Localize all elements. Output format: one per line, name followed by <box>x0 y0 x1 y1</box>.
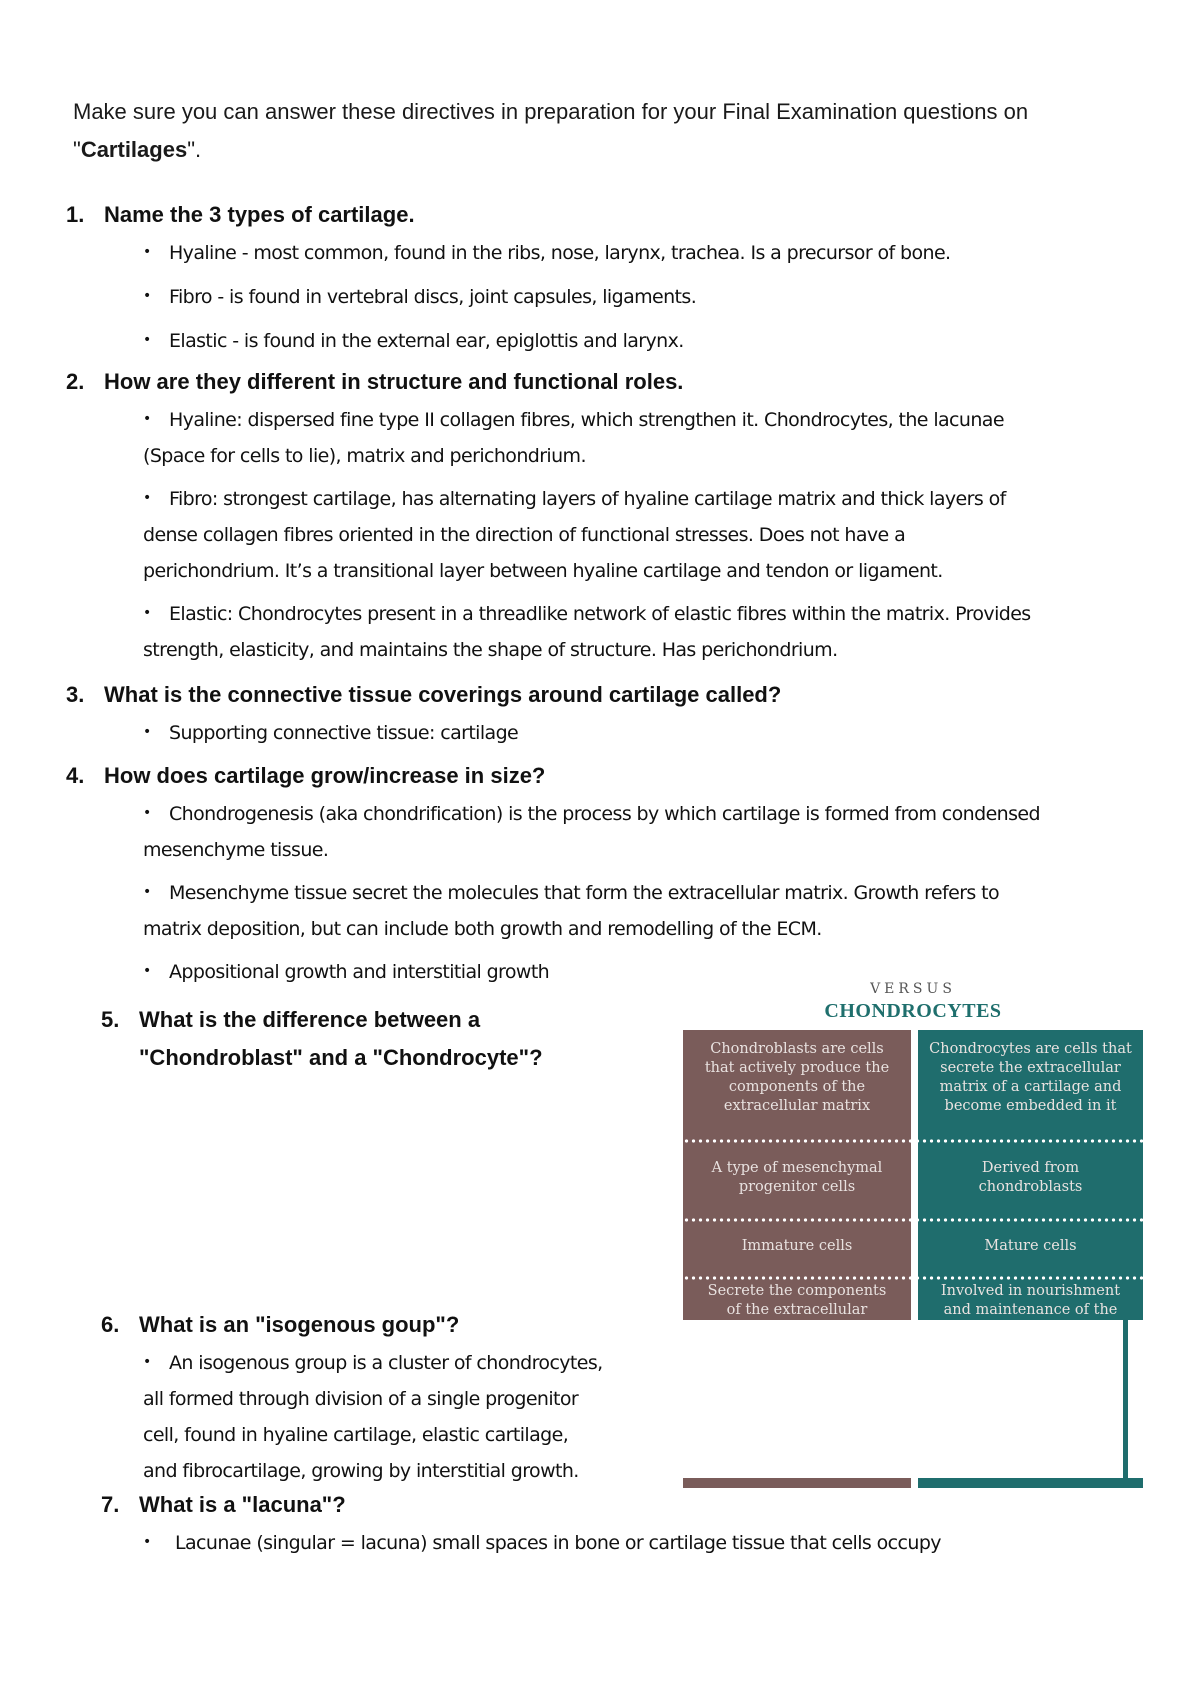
answer-text: Elastic: Chondrocytes present in a threadlike network of elastic fibres within the matrix. Provides <box>169 603 1031 625</box>
answer-continuation: all formed through division of a single progenitor <box>143 1388 579 1410</box>
question-text: How does cartilage grow/increase in size? <box>104 763 546 788</box>
cell-line: become embedded in it <box>944 1098 1117 1114</box>
intro-topic: Cartilages <box>80 137 188 162</box>
bullet-icon: • <box>143 244 151 260</box>
cell-line: Derived from <box>981 1160 1080 1176</box>
left-cell <box>683 1040 911 1120</box>
answer-text: Lacunae (singular = lacuna) small spaces in bone or cartilage tissue that cells occupy <box>175 1532 941 1554</box>
question-line: "Chondroblast" and a "Chondrocyte"? <box>139 1045 543 1070</box>
cell-line: chondroblasts <box>978 1179 1083 1195</box>
answer-continuation: perichondrium. It’s a transitional layer between hyaline cartilage and tendon or ligament. <box>143 560 943 582</box>
answer-item <box>143 1524 941 1561</box>
versus-title: CHONDROCYTES <box>824 1000 1002 1022</box>
answer-text: Appositional growth and interstitial growth <box>169 961 550 983</box>
question-number: 2. <box>66 369 85 394</box>
question-5 <box>101 1001 543 1077</box>
image-blank-area <box>918 1320 1123 1478</box>
answer-block-4 <box>143 795 1040 990</box>
image-blank-area <box>683 1320 911 1478</box>
chondroblast-column-bottom <box>683 1478 911 1488</box>
question-number: 4. <box>66 763 85 788</box>
bullet-icon: • <box>143 288 151 304</box>
left-cell <box>683 1282 911 1320</box>
cell-line: that actively produce the <box>704 1060 890 1076</box>
answer-continuation: dense collagen fibres oriented in the direction of functional stresses. Does not have a <box>143 524 906 546</box>
answer-continuation: mesenchyme tissue. <box>143 839 329 861</box>
answer-item <box>143 401 1031 438</box>
answer-block-2 <box>143 401 1031 668</box>
answer-item <box>143 714 518 751</box>
question-3 <box>66 680 781 710</box>
bullet-icon: • <box>143 605 151 621</box>
question-1 <box>66 200 415 230</box>
versus-header <box>683 980 1143 1030</box>
answer-block-7 <box>143 1524 941 1561</box>
answer-item <box>143 595 1031 632</box>
right-cell <box>918 1040 1143 1120</box>
cell-line: matrix of a cartilage and <box>939 1079 1122 1095</box>
quote-mark: ". <box>187 137 202 162</box>
question-number: 5. <box>101 1007 120 1032</box>
quote-mark: " <box>73 137 81 162</box>
cell-line: Chondrocytes are cells that <box>929 1041 1132 1057</box>
bullet-icon: • <box>143 884 151 900</box>
cell-line: progenitor cells <box>738 1179 856 1195</box>
answer-text: Hyaline - most common, found in the ribs, nose, larynx, trachea. Is a precursor of bone. <box>169 242 951 264</box>
answer-item <box>143 795 1040 832</box>
answer-block-1 <box>143 234 951 359</box>
answer-text: Hyaline: dispersed fine type II collagen fibres, which strengthen it. Chondrocytes, the lacunae <box>169 409 1004 431</box>
answer-block-6 <box>143 1344 603 1489</box>
answer-continuation: matrix deposition, but can include both growth and remodelling of the ECM. <box>143 918 822 940</box>
answer-item <box>143 874 1040 911</box>
question-text: What is the difference between a <box>139 1007 481 1032</box>
question-text: What is a "lacuna"? <box>139 1492 346 1517</box>
question-text: What is the connective tissue coverings around cartilage called? <box>104 682 782 707</box>
question-2 <box>66 367 683 397</box>
answer-continuation: strength, elasticity, and maintains the shape of structure. Has perichondrium. <box>143 639 838 661</box>
question-number: 6. <box>101 1312 120 1337</box>
left-cell <box>683 1159 911 1199</box>
answer-text: Supporting connective tissue: cartilage <box>169 722 519 744</box>
row-divider <box>683 1138 1143 1144</box>
cell-line: of the extracellular <box>726 1302 868 1318</box>
answer-continuation: (Space for cells to lie), matrix and perichondrium. <box>143 445 586 467</box>
cell-line: and maintenance of the <box>943 1302 1118 1318</box>
right-cell <box>918 1282 1143 1320</box>
bullet-icon: • <box>143 1534 151 1550</box>
question-4 <box>66 761 545 791</box>
question-6 <box>101 1310 459 1340</box>
row-divider <box>683 1275 1143 1281</box>
chondrocyte-column-bottom <box>918 1478 1143 1488</box>
cell-line: Chondroblasts are cells <box>710 1041 884 1057</box>
bullet-icon: • <box>143 490 151 506</box>
answer-continuation: and fibrocartilage, growing by interstitial growth. <box>143 1460 579 1482</box>
cell-line: components of the <box>728 1079 866 1095</box>
bullet-icon: • <box>143 724 151 740</box>
left-cell <box>683 1237 911 1257</box>
answer-text: Elastic - is found in the external ear, epiglottis and larynx. <box>169 330 684 352</box>
question-number: 7. <box>101 1492 120 1517</box>
answer-text: An isogenous group is a cluster of chondrocytes, <box>169 1352 603 1374</box>
answer-text: Fibro - is found in vertebral discs, joint capsules, ligaments. <box>169 286 697 308</box>
question-text: How are they different in structure and functional roles. <box>104 369 684 394</box>
question-line <box>101 1001 543 1039</box>
answer-block-3 <box>143 714 518 751</box>
cell-line: Mature cells <box>984 1238 1077 1254</box>
cell-line: Involved in nourishment <box>940 1283 1121 1299</box>
versus-infographic <box>683 980 1143 1488</box>
question-text: Name the 3 types of cartilage. <box>104 202 415 227</box>
answer-item <box>143 278 951 315</box>
cell-line: secrete the extracellular <box>940 1060 1121 1076</box>
right-cell <box>918 1237 1143 1257</box>
intro-topic-line <box>73 131 1153 169</box>
answer-text: Chondrogenesis (aka chondrification) is the process by which cartilage is formed from condensed <box>169 803 1040 825</box>
bullet-icon: • <box>143 963 151 979</box>
answer-item <box>143 322 951 359</box>
bullet-icon: • <box>143 332 151 348</box>
right-cell <box>918 1159 1143 1199</box>
answer-item <box>143 1344 603 1381</box>
cell-line: Secrete the components <box>707 1283 887 1299</box>
cell-line: A type of mesenchymal <box>711 1160 883 1176</box>
question-text: What is an "isogenous goup"? <box>139 1312 460 1337</box>
bullet-icon: • <box>143 1354 151 1370</box>
bullet-icon: • <box>143 411 151 427</box>
cell-line: extracellular matrix <box>723 1098 871 1114</box>
bullet-icon: • <box>143 805 151 821</box>
question-number: 1. <box>66 202 85 227</box>
answer-text: Mesenchyme tissue secret the molecules that form the extracellular matrix. Growth refers to <box>169 882 1000 904</box>
question-number: 3. <box>66 682 85 707</box>
intro-line: Make sure you can answer these directives in preparation for your Final Examination questions on <box>73 99 1029 124</box>
versus-label: VERSUS <box>870 981 956 997</box>
intro-paragraph <box>73 93 1153 169</box>
answer-continuation: cell, found in hyaline cartilage, elastic cartilage, <box>143 1424 569 1446</box>
row-divider <box>683 1217 1143 1223</box>
answer-item <box>143 480 1031 517</box>
answer-item <box>143 234 951 271</box>
answer-text: Fibro: strongest cartilage, has alternating layers of hyaline cartilage matrix and thick layers of <box>169 488 1006 510</box>
question-7 <box>101 1490 346 1520</box>
cell-line: Immature cells <box>741 1238 853 1254</box>
